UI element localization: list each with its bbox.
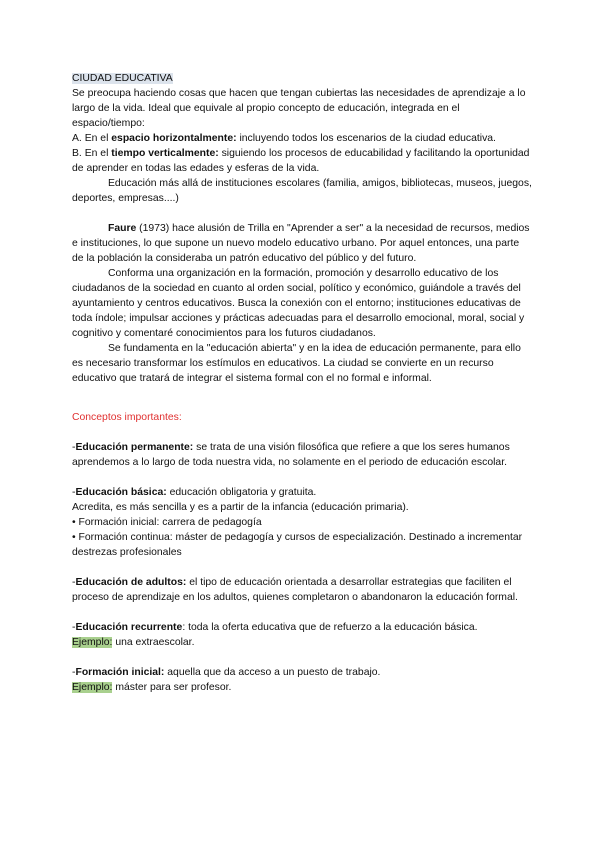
concept-dash: - bbox=[72, 442, 76, 453]
section-title bbox=[72, 71, 532, 86]
spacer bbox=[72, 470, 532, 485]
point-a-text: incluyendo todos los escenarios de la ciudad educativa. bbox=[236, 133, 496, 144]
spacer bbox=[72, 386, 532, 410]
concept-dash: - bbox=[72, 622, 76, 633]
point-a-term: espacio horizontalmente: bbox=[111, 133, 237, 144]
spacer bbox=[72, 605, 532, 620]
point-b-prefix: B. En el bbox=[72, 148, 112, 159]
concept-term: Educación de adultos: bbox=[75, 577, 187, 588]
example-label: Ejemplo: bbox=[72, 637, 113, 648]
concept-formacion-inicial bbox=[72, 665, 532, 680]
concept-definition: el tipo de educación orientada a desarrollar estrategias que faciliten el proceso de aprendizaje en los adultos, quienes completaron o abandonaron la educación formal. bbox=[72, 577, 518, 603]
concept-definition: : toda la oferta educativa que de refuerzo a la educación básica. bbox=[182, 622, 478, 633]
point-b-text: siguiendo los procesos de educabilidad y facilitando la oportunidad de aprender en todas las edades y esferas de la vida. bbox=[72, 148, 530, 174]
conforma-paragraph: Conforma una organización en la formación, promoción y desarrollo educativo de los ciudadanos de la sociedad en cuanto al orden social, político y económico, guiándole a través del ayuntamiento y centros educativos. Busca la conexión con el entorno; instituciones educativas de toda índole; impulsar acciones y prácticas adecuadas para el desarrollo emocional, moral, social y cognitivo y comentaré conocimientos para los futuros ciudadanos. bbox=[72, 268, 525, 339]
document-body bbox=[72, 71, 532, 695]
section-title-text: CIUDAD EDUCATIVA bbox=[72, 73, 173, 84]
concept-adultos bbox=[72, 575, 532, 605]
example-recurrente bbox=[72, 635, 532, 650]
concept-permanente bbox=[72, 440, 532, 470]
concept-basica bbox=[72, 485, 532, 500]
concept-definition: se trata de una visión filosófica que refiere a que los seres humanos aprendemos a lo largo de toda nuestra vida, no solamente en el periodo de educación escolar. bbox=[72, 442, 510, 468]
spacer bbox=[72, 650, 532, 665]
concept-recurrente bbox=[72, 620, 532, 635]
example-label: Ejemplo: bbox=[72, 682, 113, 693]
concept-term: Formación inicial: bbox=[75, 667, 165, 678]
faure-author: Faure bbox=[108, 223, 137, 234]
point-a bbox=[72, 131, 532, 146]
concept-dash: - bbox=[72, 487, 76, 498]
concept-term: Educación permanente: bbox=[75, 442, 194, 453]
faure-paragraph bbox=[72, 221, 532, 266]
example-formacion-inicial bbox=[72, 680, 532, 695]
beyond-paragraph: Educación más allá de instituciones escolares (familia, amigos, bibliotecas, museos, juegos, deportes, empresas....) bbox=[72, 178, 532, 204]
point-b-term: tiempo verticalmente: bbox=[111, 148, 219, 159]
spacer bbox=[72, 206, 532, 221]
point-a-prefix: A. En el bbox=[72, 133, 112, 144]
concept-dash: - bbox=[72, 577, 76, 588]
concept-dash: - bbox=[72, 667, 76, 678]
example-text: máster para ser profesor. bbox=[112, 682, 232, 693]
intro-paragraph: Se preocupa haciendo cosas que hacen que tengan cubiertas las necesidades de aprendizaje a lo largo de la vida. Ideal que equivale al propio concepto de educación, integrada en el espacio/tiempo: bbox=[72, 88, 526, 129]
spacer bbox=[72, 560, 532, 575]
concept-term: Educación básica: bbox=[75, 487, 167, 498]
point-b bbox=[72, 146, 532, 176]
bullet-formacion-continua: • Formación continua: máster de pedagogía y cursos de especialización. Destinado a incrementar destrezas profesionales bbox=[72, 532, 523, 558]
concepts-heading: Conceptos importantes: bbox=[72, 412, 182, 423]
concept-definition: educación obligatoria y gratuita. bbox=[166, 487, 317, 498]
fundamenta-paragraph: Se fundamenta en la "educación abierta" y en la idea de educación permanente, para ello es necesario transformar los estímulos en educativos. La ciudad se convierte en un recurso educativo que tratará de integrar el sistema formal con el no formal e informal. bbox=[72, 343, 521, 384]
faure-text: (1973) hace alusión de Trilla en "Aprender a ser" a la necesidad de recursos, medios e instituciones, lo que supone un nuevo modelo educativo urbano. Por aquel entonces, una parte de la población la consideraba un patrón educativo del público y del futuro. bbox=[72, 223, 530, 264]
spacer bbox=[72, 425, 532, 440]
concept-basica-line2: Acredita, es más sencilla y es a partir de la infancia (educación primaria). bbox=[72, 502, 409, 513]
bullet-formacion-inicial: • Formación inicial: carrera de pedagogía bbox=[72, 517, 262, 528]
example-text: una extraescolar. bbox=[112, 637, 195, 648]
concept-term: Educación recurrente bbox=[75, 622, 183, 633]
concept-definition: aquella que da acceso a un puesto de trabajo. bbox=[164, 667, 381, 678]
